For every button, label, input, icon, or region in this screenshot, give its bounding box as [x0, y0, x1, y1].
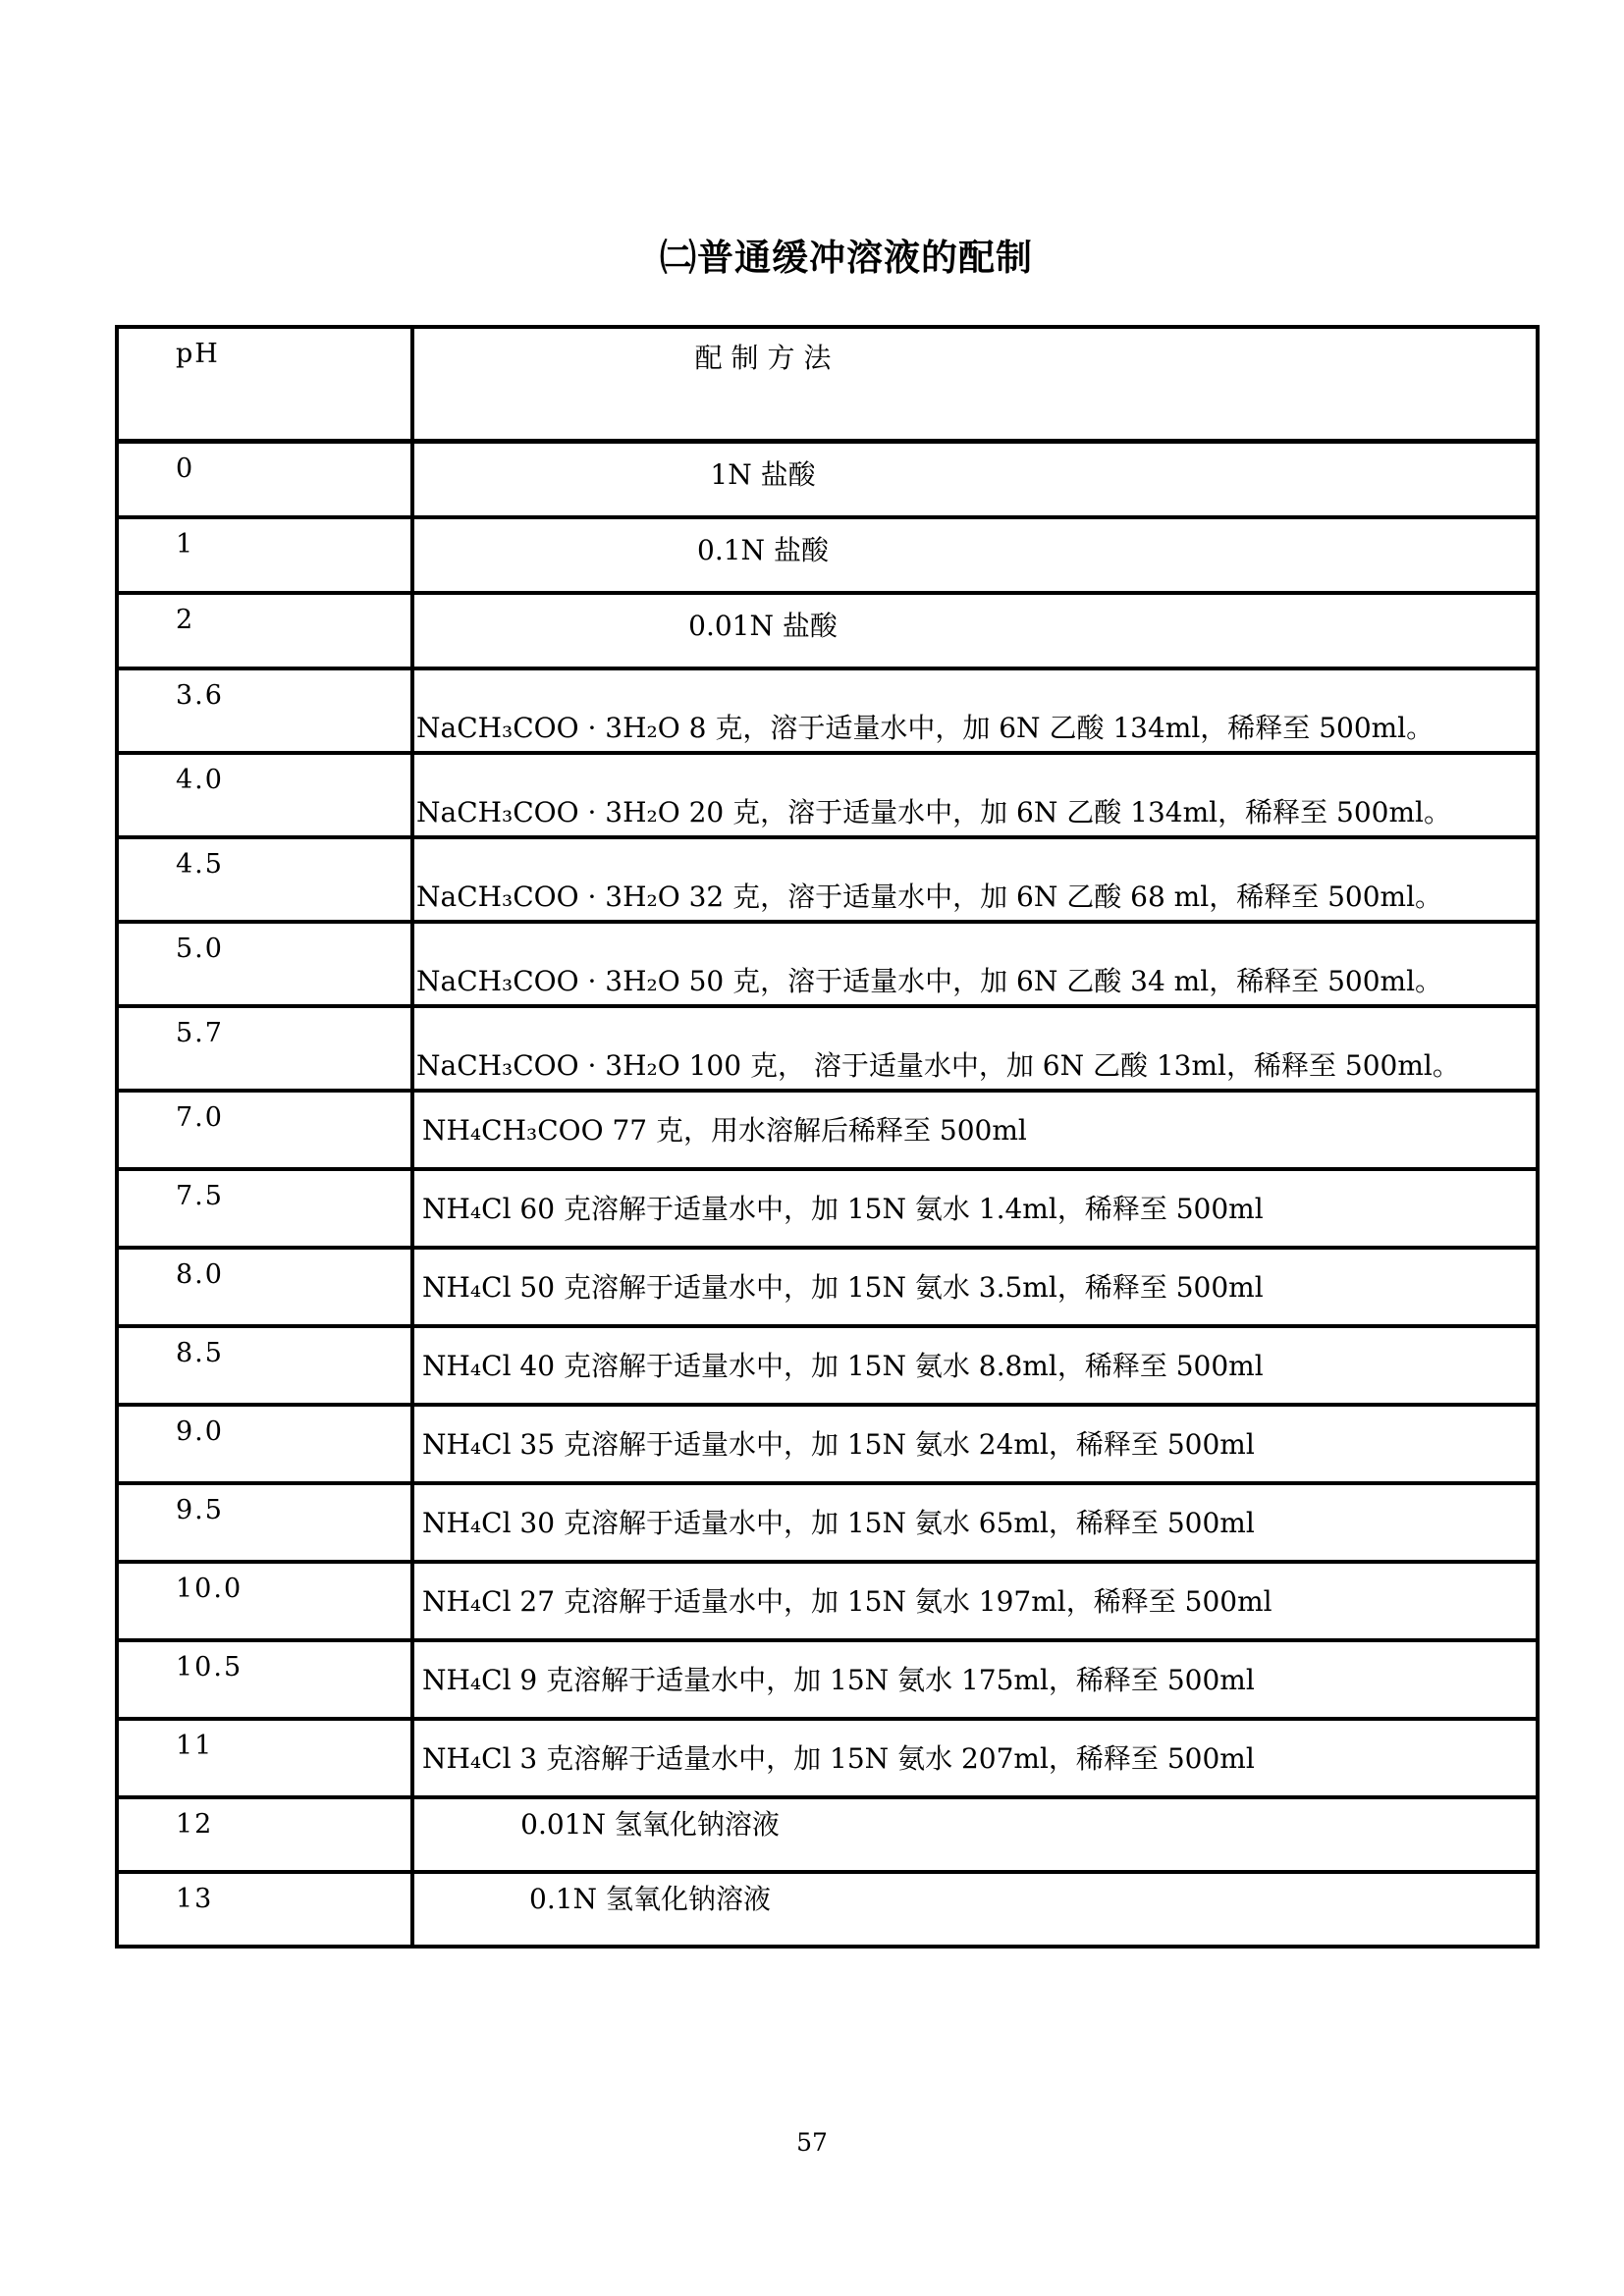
table-row: [119, 924, 1536, 1008]
table-row: [119, 1328, 1536, 1407]
ph-value: 13: [176, 1884, 214, 1914]
ph-value: 8.5: [176, 1338, 224, 1368]
ph-value: 9.5: [176, 1495, 224, 1525]
method-text: NH₄Cl 60 克溶解于适量水中，加 15N 氨水 1.4ml，稀释至 500ml: [422, 1192, 1264, 1225]
method-text: NaCH₃COO · 3H₂O 32 克，溶于适量水中，加 6N 乙酸 68 ml，稀释至 500ml。: [416, 881, 1443, 913]
table-row: [119, 1093, 1536, 1171]
method-text: NH₄Cl 3 克溶解于适量水中，加 15N 氨水 207ml，稀释至 500ml: [422, 1741, 1255, 1775]
ph-value: 8.0: [176, 1259, 224, 1290]
ph-cell: [119, 1721, 414, 1795]
table-row: [119, 1407, 1536, 1485]
method-text: NH₄Cl 50 克溶解于适量水中，加 15N 氨水 3.5ml，稀释至 500ml: [422, 1270, 1264, 1304]
method-text: NH₄Cl 30 克溶解于适量水中，加 15N 氨水 65ml，稀释至 500ml: [422, 1506, 1255, 1539]
ph-cell: [119, 1093, 414, 1167]
method-cell: [414, 1093, 1536, 1167]
method-cell: [414, 595, 1536, 667]
ph-value: 5.7: [176, 1018, 224, 1048]
method-cell: [414, 444, 1536, 515]
ph-value: 5.0: [176, 934, 224, 964]
method-cell: [414, 755, 1536, 835]
method-column-header: 配 制 方 法: [694, 342, 832, 374]
ph-cell: [119, 1799, 414, 1870]
ph-cell: [119, 924, 414, 1004]
method-text: NaCH₃COO · 3H₂O 20 克，溶于适量水中，加 6N 乙酸 134ml，稀释至 500ml。: [416, 796, 1451, 828]
ph-value: 12: [176, 1809, 214, 1840]
ph-cell: [119, 1250, 414, 1324]
method-cell: [414, 1874, 1536, 1945]
ph-cell: [119, 519, 414, 591]
ph-value: 11: [176, 1731, 214, 1761]
ph-value: 0: [176, 454, 195, 484]
method-header-cell: [414, 329, 1536, 439]
method-text: NH₄CH₃COO 77 克，用水溶解后稀释至 500ml: [422, 1113, 1027, 1147]
method-cell: [414, 1250, 1536, 1324]
table-row: [119, 444, 1536, 519]
method-text: 0.01N 氢氧化钠溶液: [520, 1808, 780, 1841]
ph-value: 10.5: [176, 1652, 244, 1682]
method-text: NH₄Cl 27 克溶解于适量水中，加 15N 氨水 197ml，稀释至 500ml: [422, 1584, 1272, 1618]
method-text: 0.1N 氢氧化钠溶液: [529, 1883, 771, 1915]
ph-cell: [119, 1642, 414, 1717]
table-row: [119, 1485, 1536, 1564]
ph-value: 7.0: [176, 1102, 224, 1133]
table-row: [119, 1721, 1536, 1799]
table-row: [119, 839, 1536, 924]
table-row: [119, 595, 1536, 670]
table-row: [119, 670, 1536, 755]
method-text: NaCH₃COO · 3H₂O 100 克， 溶于适量水中，加 6N 乙酸 13ml，稀释至 500ml。: [416, 1049, 1460, 1082]
ph-cell: [119, 444, 414, 515]
method-cell: [414, 1485, 1536, 1560]
table-row: [119, 1642, 1536, 1721]
table-row: [119, 1008, 1536, 1093]
ph-cell: [119, 755, 414, 835]
ph-value: 1: [176, 529, 195, 560]
method-text: 0.1N 盐酸: [697, 534, 829, 566]
method-cell: [414, 1407, 1536, 1481]
ph-column-header: pH: [119, 329, 414, 439]
method-cell: [414, 1799, 1536, 1870]
buffer-table: [115, 325, 1540, 1949]
method-cell: [414, 1564, 1536, 1638]
ph-value: 2: [176, 605, 195, 635]
ph-value: 10.0: [176, 1574, 244, 1604]
table-row: [119, 1250, 1536, 1328]
ph-cell: [119, 1485, 414, 1560]
ph-cell: [119, 670, 414, 751]
ph-cell: [119, 839, 414, 920]
ph-cell: [119, 1564, 414, 1638]
ph-value: 4.5: [176, 849, 224, 880]
ph-cell: [119, 1874, 414, 1945]
ph-cell: [119, 1328, 414, 1403]
ph-value: 9.0: [176, 1416, 224, 1447]
method-cell: [414, 670, 1536, 751]
method-cell: [414, 519, 1536, 591]
ph-value: 3.6: [176, 680, 224, 711]
ph-cell: [119, 1171, 414, 1246]
method-cell: [414, 924, 1536, 1004]
table-row: [119, 1799, 1536, 1874]
page-title: ㈡普通缓冲溶液的配制: [660, 236, 1033, 279]
method-text: NaCH₃COO · 3H₂O 50 克，溶于适量水中，加 6N 乙酸 34 ml，稀释至 500ml。: [416, 965, 1443, 997]
method-text: NaCH₃COO · 3H₂O 8 克，溶于适量水中，加 6N 乙酸 134ml，稀释至 500ml。: [416, 712, 1435, 744]
ph-cell: [119, 1008, 414, 1089]
method-cell: [414, 1642, 1536, 1717]
table-row: [119, 1564, 1536, 1642]
method-cell: [414, 1171, 1536, 1246]
ph-value: 7.5: [176, 1181, 224, 1211]
method-cell: [414, 1328, 1536, 1403]
method-cell: [414, 1721, 1536, 1795]
page-number: 57: [796, 2128, 828, 2157]
ph-cell: [119, 595, 414, 667]
method-cell: [414, 839, 1536, 920]
method-text: NH₄Cl 40 克溶解于适量水中，加 15N 氨水 8.8ml，稀释至 500ml: [422, 1349, 1264, 1382]
table-row: [119, 1874, 1536, 1945]
table-row: [119, 519, 1536, 595]
table-row: [119, 755, 1536, 839]
ph-cell: [119, 1407, 414, 1481]
method-cell: [414, 1008, 1536, 1089]
method-text: 0.01N 盐酸: [688, 610, 838, 642]
method-text: 1N 盐酸: [710, 458, 816, 491]
table-header-row: [119, 329, 1536, 444]
method-text: NH₄Cl 9 克溶解于适量水中，加 15N 氨水 175ml，稀释至 500ml: [422, 1663, 1255, 1696]
table-row: [119, 1171, 1536, 1250]
ph-value: 4.0: [176, 765, 224, 795]
method-text: NH₄Cl 35 克溶解于适量水中，加 15N 氨水 24ml，稀释至 500ml: [422, 1427, 1255, 1461]
